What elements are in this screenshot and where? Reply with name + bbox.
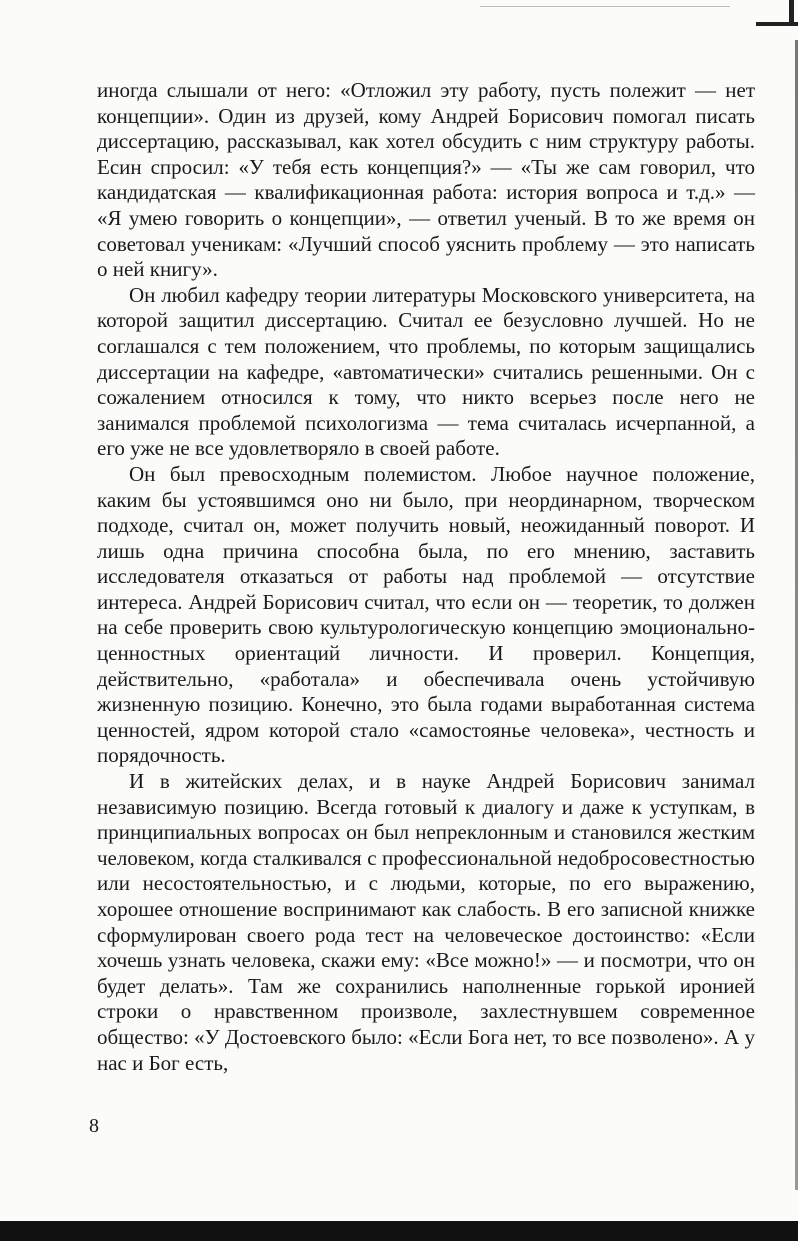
- page-number: 8: [89, 1115, 99, 1137]
- body-text: [97, 78, 755, 1076]
- scan-bottom-bar: [0, 1221, 798, 1241]
- scan-top-rule: [480, 6, 730, 7]
- scan-corner-mark: [756, 0, 798, 26]
- paragraph-4: И в житейских делах, и в науке Андрей Борисович занимал независимую позицию. Всегда готовый к диалогу и даже к уступкам, в принципиальных вопросах он был непреклонным и становился жестким человеком, когда сталкивался с профессиональной недобросовестностью или несостоятельностью, и с людьми, которые, по его выражению, хорошее отношение воспринимают как слабость. В его записной книжке сформулирован своего рода тест на человеческое достоинство: «Если хочешь узнать человека, скажи ему: «Все можно!» — и посмотри, что он будет делать». Там же сохранились наполненные горькой иронией строки о нравственном произволе, захлестнувшем современное общество: «У Достоевского было: «Если Бога нет, то все позволено». А у нас и Бог есть,: [97, 769, 755, 1075]
- paragraph-2: Он любил кафедру теории литературы Московского университета, на которой защитил диссертацию. Считал ее безусловно лучшей. Но не соглашался с тем положением, что проблемы, по которым защищались диссертации на кафедре, «автоматически» считались решенными. Он с сожалением относился к тому, что никто всерьез после него не занимался проблемой психологизма — тема считалась исчерпанной, а его уже не все удовлетворяло в своей работе.: [97, 282, 755, 461]
- paragraph-3: Он был превосходным полемистом. Любое научное положение, каким бы устоявшимся оно ни было, при неординарном, творческом подходе, считал он, может получить новый, неожиданный поворот. И лишь одна причина способна была, по его мнению, заставить исследователя отказаться от работы над проблемой — отсутствие интереса. Андрей Борисович считал, что если он — теоретик, то должен на себе проверить свою культурологическую концепцию эмоционально-ценностных ориентаций личности. И проверил. Концепция, действительно, «работала» и обеспечивала очень устойчивую жизненную позицию. Конечно, это была годами выработанная система ценностей, ядром которой стало «самостоянье человека», честность и порядочность.: [97, 461, 755, 768]
- paragraph-1: иногда слышали от него: «Отложил эту работу, пусть полежит — нет концепции». Один из друзей, кому Андрей Борисович помогал писать диссертацию, рассказывал, как хотел обсудить с ним структуру работы. Есин спросил: «У тебя есть концепция?» — «Ты же сам говорил, что кандидатская — квалификационная работа: история вопроса и т.д.» — «Я умею говорить о концепции», — ответил ученый. В то же время он советовал ученикам: «Лучший способ уяснить проблему — это написать о ней книгу».: [97, 78, 755, 282]
